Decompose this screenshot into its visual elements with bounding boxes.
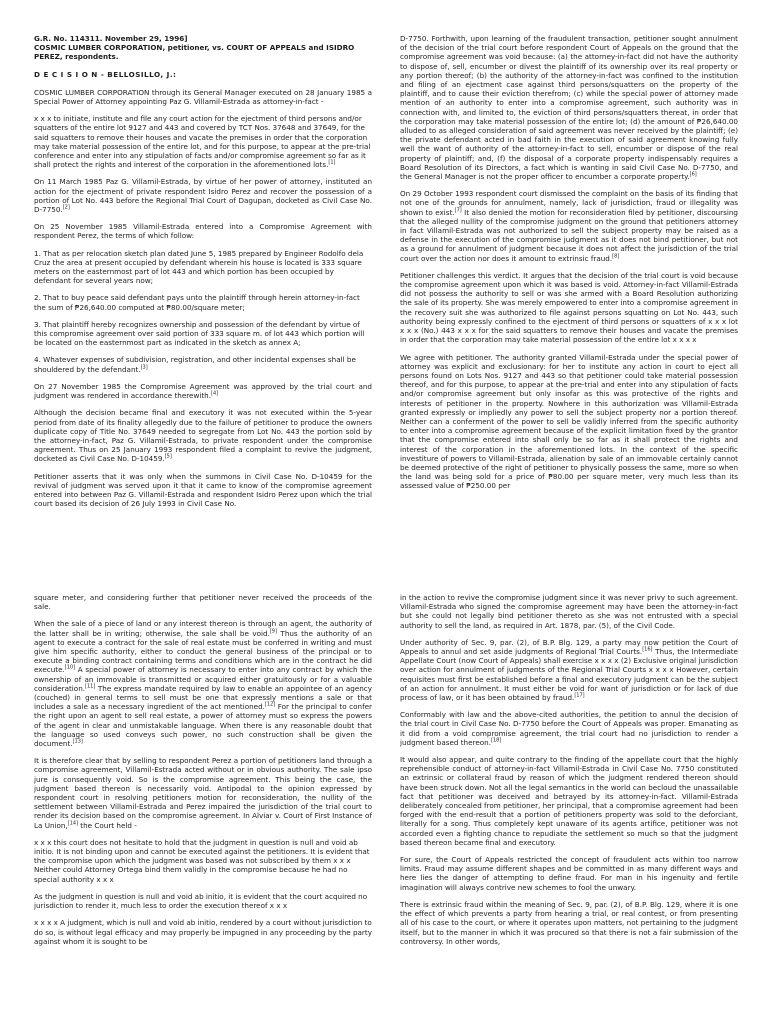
paragraph-text: square meter, and considering further that petitioner never received the proceeds of the sale. <box>34 593 372 612</box>
footnote-ref: [9] <box>269 628 277 635</box>
paragraph <box>34 619 372 748</box>
paragraph-text: On 29 October 1993 respondent court dismissed the complaint on the basis of its finding that not one of the grounds for annulment, namely, lack of jurisdiction, fraud or illegality was shown to exist. <box>400 189 738 217</box>
paragraph <box>34 88 372 106</box>
case-heading <box>34 34 372 62</box>
paragraph-text: On 25 November 1985 Villamil-Estrada entered into a Compromise Agreement with respondent Perez, the terms of which follow: <box>34 222 372 241</box>
footnote-ref: [3] <box>140 364 148 371</box>
paragraph <box>400 710 738 747</box>
paragraph-text: It would also appear, and quite contrary to the finding of the appellate court that the highly reprehensible conduct of attorney-in-fact Villamil-Estrada in Civil Case No. 7750 constituted an extrinsic or collateral fraud by reason of which the judgment rendered thereon should have been struck down. Not all the legal semantics in the world can becloud the unassailable fact that petitioner was deceived and betrayed by its attorney-in-fact. Villamil-Estrada deliberately concealed from petitioner, her principal, that a compromise agreement had been forged with the end-result that a portion of petitioners property was sold to the deforciant, literally for a song. Thus completely kept unaware of its agents artifice, petitioner was not accorded even a fighting chance to repudiate the settlement so much so that the judgment based thereon became final and executory. <box>400 755 738 847</box>
paragraph-text: x x x x A judgment, which is null and void ab initio, rendered by a court without jurisdiction to do so, is without legal efficacy and may properly be impugned in any proceeding by the party against whom it is sought to be <box>34 918 372 946</box>
paragraph <box>34 177 372 214</box>
paragraph <box>34 382 372 400</box>
paragraph-text: A special power of attorney is necessary to enter into any contract by which the ownership of an immovable is transmitted or acquired either gratuitously or for a valuable consideration. <box>34 665 372 693</box>
paragraph-text: It is therefore clear that by selling to respondent Perez a portion of petitioners land through a compromise agreement, Villamil-Estrada acted without or in obvious authority. The sale ipso jure is consequently void. So is the compromise agreement. This being the case, the judgment based thereon is necessarily void. Antipodal to the opinion expressed by respondent court in resolving petitioners motion for reconsideration, the nullity of the settlement between Villamil-Estrada and Perez impaired the jurisdiction of the trial court to render its decision based on the compromise agreement. In Alviar v. Court of First Instance of La Union, <box>34 756 372 830</box>
paragraph <box>34 249 372 286</box>
paragraph <box>400 638 738 702</box>
footnote-ref: [7] <box>454 207 462 214</box>
paragraph-text: We agree with petitioner. The authority granted Villamil-Estrada under the special power of attorney was explicit and exclusionary: for her to institute any action in court to eject all persons found on Lots Nos. 9127 and 443 so that petitioner could take material possession thereof, and for this purpose, to appear at the pre-trial and enter into any stipulation of facts and/or compromise agreement but only insofar as this was protective of the rights and interests of petitioner in the property. Nowhere in this authorization was Villamil-Estrada granted expressly or impliedly any power to sell the subject property nor a portion thereof. Neither can a conferment of the power to sell be validly inferred from the specific authority to enter into a compromise agreement because of the explicit limitation fixed by the grantor that the compromise entered into shall only be so far as it shall protect the rights and interest of the corporation in the aforementioned lots. In the context of the specific investiture of powers to Villamil-Estrada, alienation by sale of an immovable certainly cannot be deemed protective of the right of petitioner to physically possess the same, more so when the land was being sold for a price of ₱80.00 per square meter, very much less than its assessed value of ₱250.00 per <box>400 352 738 491</box>
paragraph-text: Thus, the Intermediate Appellate Court (now Court of Appeals) shall exercise x x x x (2) Exclusive original jurisdiction over action for annulment of judgments of the Regional Trial Courts x x x x However, certain requisites must first be established before a final and executory judgment can be the subject of an action for annulment. It must either be void for want of jurisdiction or for lack of due process of law, or it has been obtained by fraud. <box>400 647 738 703</box>
paragraph-text: When the sale of a piece of land or any interest thereon is through an agent, the authority of the latter shall be in writing; otherwise, the sale shall be void. <box>34 619 372 638</box>
paragraph <box>400 271 738 345</box>
paragraph-text: COSMIC LUMBER CORPORATION through its General Manager executed on 28 January 1985 a Special Power of Attorney appointing Paz G. Villamil-Estrada as attorney-in-fact - <box>34 87 372 107</box>
decision-heading <box>34 70 372 79</box>
paragraph-text: Thus the authority of an agent to execute a contract for the sale of real estate must be conferred in writing and must give him specific authority, either to conduct the general business of the principal or to execute a binding contract containing terms and conditions which are in the contract he did execute. <box>34 628 372 675</box>
footnote-ref: [5] <box>164 453 172 460</box>
paragraph <box>34 472 372 509</box>
footnote-ref: [17] <box>574 692 585 699</box>
paragraph-text: x x x to initiate, institute and file any court action for the ejectment of third persons and/or squatters of the entire lot 9127 and 443 and covered by TCT Nos. 37648 and 37649, for the said squatters to remove their houses and vacate the premises in order that the corporation may take material possession of the entire lot, and for this purpose, to appear at the pre-trial conference and enter into any stipulation of facts and/or compromise agreement so far as it shall protect the rights and interest of the corporation in the aforementioned lots. <box>34 114 371 170</box>
paragraph-text: D-7750. Forthwith, upon learning of the fraudulent transaction, petitioner sought annulment of the decision of the trial court before respondent Court of Appeals on the ground that the compromise agreement was void because: (a) the attorney-in-fact did not have the authority to dispose of, sell, encumber or divest the plaintiff of its ownership over its real property or any portion thereof; (b) the authority of the attorney-in-fact was confined to the institution and filing of an ejectment case against third persons/squatters on the property of the plaintiff, and to cause their eviction therefrom; (c) while the special power of attorney made mention of an authority to enter into a compromise agreement, such authority was in connection with, and limited to, the eviction of third persons/squatters thereat, in order that the corporation may take material possession of the entire lot; (d) the amount of ₱26,640.00 alluded to as alleged consideration of said agreement was never received by the plaintiff; (e) the private defendant acted in bad faith in the execution of said agreement knowing fully well the want of authority of the attorney-in-fact to sell, encumber or dispose of the real property of plaintiff; and, (f) the disposal of a corporate property indispensably requires a Board Resolution of its Directors, a fact which is wanting in said Civil Case No. D-7750, and the General Manager is not the proper officer to encumber a corporate property. <box>400 34 738 182</box>
paragraph-text: There is extrinsic fraud within the meaning of Sec. 9, par. (2), of B.P. Blg. 129, where it is one the effect of which prevents a party from hearing a trial, or real contest, or from presenting all of his case to the court, or where it operates upon matters, not pertaining to the judgment itself, but to the manner in which it was procured so that there is not a fair submission of the controversy. In other words, <box>400 899 738 946</box>
paragraph <box>400 353 738 491</box>
paragraph-text: x x x this court does not hesitate to hold that the judgment in question is null and void ab initio. It is not binding upon and cannot be executed against the petitioners. It is evident that the compromise upon which the judgment was based was not subscribed by them x x x Neither could Attorney Ortega bind them validly in the compromise because he had no special authority x x x <box>34 837 370 884</box>
paragraph <box>400 755 738 847</box>
page-2-right-column <box>400 593 738 1021</box>
paragraph-text: On 27 November 1985 the Compromise Agreement was approved by the trial court and judgment was rendered in accordance therewith. <box>34 381 372 401</box>
page-2 <box>0 585 768 1024</box>
paragraph <box>400 855 738 892</box>
footnote-ref: [2] <box>62 204 70 211</box>
paragraph-text: It also denied the motion for reconsideration filed by petitioner, discoursing that the alleged nullity of the compromise judgment on the ground that petitioners attorney in fact Villamil-Estrada was not authorized to sell the subject property may be raised as a defense in the execution of the compromise judgment as it does not bind petitioner, but not as a ground for annulment of judgment because it does not affect the jurisdiction of the trial court over the action nor does it amount to extrinsic fraud. <box>400 207 738 263</box>
paragraph-text: As the judgment in question is null and void ab initio, it is evident that the court acquired no jurisdiction to render it, much less to order the execution thereof x x x <box>34 891 368 911</box>
paragraph <box>34 756 372 830</box>
paragraph-text: G.R. No. 114311. November 29, 1996] COSMIC LUMBER CORPORATION, petitioner, vs. COURT OF APPEALS and ISIDRO PEREZ, respondents. <box>34 34 355 62</box>
paragraph <box>34 408 372 463</box>
paragraph <box>34 222 372 240</box>
paragraph <box>400 34 738 181</box>
paragraph-text: the Court held - <box>78 820 137 830</box>
paragraph <box>34 593 372 611</box>
footnote-ref: [18] <box>491 737 502 744</box>
paragraph <box>400 189 738 263</box>
page-2-left-column <box>34 593 372 1021</box>
paragraph-text: 4. Whatever expenses of subdivision, registration, and other incidental expenses shall be shouldered by the defendant. <box>34 355 356 374</box>
paragraph <box>400 900 738 946</box>
paragraph-text: Although the decision became final and executory it was not executed within the 5-year period from date of its finality allegedly due to the failure of petitioner to produce the owners duplicate copy of Title No. 37649 needed to segregate from Lot No. 443 the portion sold by the attorney-in-fact, Paz G. Villamil-Estrada, to private respondent under the compromise agreement. Thus on 25 January 1993 respondent filed a complaint to revive the judgment, docketed as Civil Case No. D-10459. <box>34 408 372 464</box>
paragraph-text: Under authority of Sec. 9, par. (2), of B.P. Blg. 129, a party may now petition the Court of Appeals to annul and set aside judgments of Regional Trial Courts. <box>400 637 738 657</box>
paragraph-text: Petitioner challenges this verdict. It argues that the decision of the trial court is void because the compromise agreement upon which it was based is void. Attorney-in-fact Villamil-Estrada did not possess the authority to sell or was she armed with a Board Resolution authorizing the sale of its property. She was merely empowered to enter into a compromise agreement in the recovery suit she was authorized to file against persons squatting on Lot No. 443, such authority being expressly confined to the ejectment of third persons or squatters of x x x lot x x x (No.) 443 x x x for the said squatters to remove their houses and vacate the premises in order that the corporation may take material possession of the entire lot x x x x <box>400 270 738 345</box>
paragraph-text: The express mandate required by law to enable an appointee of an agency (couched) in general terms to sell must be one that expressly mentions a sale or that includes a sale as a necessary ingredient of the act mentioned. <box>34 683 372 712</box>
paragraph <box>34 892 372 910</box>
footnote-ref: [6] <box>689 171 697 178</box>
paragraph-text: On 11 March 1985 Paz G. Villamil-Estrada, by virtue of her power of attorney, instituted an action for the ejectment of private respondent Isidro Perez and recover the possession of a portion of Lot No. 443 before the Regional Trial Court of Dagupan, docketed as Civil Case No. D-7750. <box>34 177 372 215</box>
footnote-ref: [13] <box>72 738 83 745</box>
footnote-ref: [16] <box>642 646 653 653</box>
paragraph-text: Petitioner asserts that it was only when the summons in Civil Case No. D-10459 for the revival of judgment was served upon it that it came to know of the compromise agreement entered into between Paz G. Villamil-Estrada and respondent Isidro Perez upon which the trial court based its decision of 26 July 1993 in Civil Case No. <box>34 471 372 509</box>
page-1-left-column <box>34 34 372 558</box>
paragraph <box>400 593 738 630</box>
footnote-ref: [8] <box>612 253 620 260</box>
paragraph-text: D E C I S I O N - BELLOSILLO, J.: <box>34 69 177 79</box>
footnote-ref: [14] <box>67 820 79 827</box>
paragraph-text: For sure, the Court of Appeals restricted the concept of fraudulent acts within too narrow limits. Fraud may assume different shapes and be committed in as many different ways and here lies the danger of attempting to define fraud. For man in his ingenuity and fertile imagination will always contrive new schemes to fool the unwary. <box>400 855 738 892</box>
footnote-ref: [12] <box>264 701 276 708</box>
paragraph-text: 1. That as per relocation sketch plan dated June 5, 1985 prepared by Engineer Rodolfo dela Cruz the area at present occupied by defendant wherein his house is located is 333 square meters on the easternmost part of lot 443 and which portion has been occupied by defendant for several years now; <box>34 248 364 286</box>
footnote-ref: [11] <box>85 683 96 690</box>
paragraph-text: Conformably with law and the above-cited authorities, the petition to annul the decision of the trial court in Civil Case No. D-7750 before the Court of Appeals was proper. Emanating as it did from a void compromise agreement, the trial court had no jurisdiction to render a judgment based thereon. <box>400 710 738 747</box>
footnote-ref: [4] <box>211 390 219 397</box>
paragraph <box>34 293 372 311</box>
paragraph-text: 3. That plaintiff hereby recognizes ownership and possession of the defendant by virtue of this compromise agreement over said portion of 333 square m. of lot 443 which portion will be located on the easternmost part as indicated in the sketch as annex A; <box>34 319 365 348</box>
paragraph <box>34 320 372 348</box>
paragraph-text: in the action to revive the compromise judgment since it was never privy to such agreement. Villamil-Estrada who signed the compromise agreement may have been the attorney-in-fact but she could not legally bind petitioner thereto as she was not entrusted with a special authority to sell the land, as required in Art. 1878, par. (5), of the Civil Code. <box>400 593 738 630</box>
paragraph <box>34 918 372 946</box>
footnote-ref: [10] <box>64 665 76 672</box>
page-gap <box>0 562 768 585</box>
paragraph <box>34 838 372 884</box>
paragraph <box>34 114 372 169</box>
paragraph-text: For the principal to confer the right upon an agent to sell real estate, a power of attorney must so express the powers of the agent in clear and unmistakable language. When there is any reasonable doubt that the language so used conveys such power, no such construction shall be given the document. <box>34 702 372 749</box>
paragraph-text: 2. That to buy peace said defendant pays unto the plaintiff through herein attorney-in-fact the sum of ₱26,640.00 computed at ₱80.00/square meter; <box>34 293 360 312</box>
paragraph <box>34 355 372 373</box>
footnote-ref: [1] <box>328 159 336 166</box>
page-1-right-column <box>400 34 738 558</box>
